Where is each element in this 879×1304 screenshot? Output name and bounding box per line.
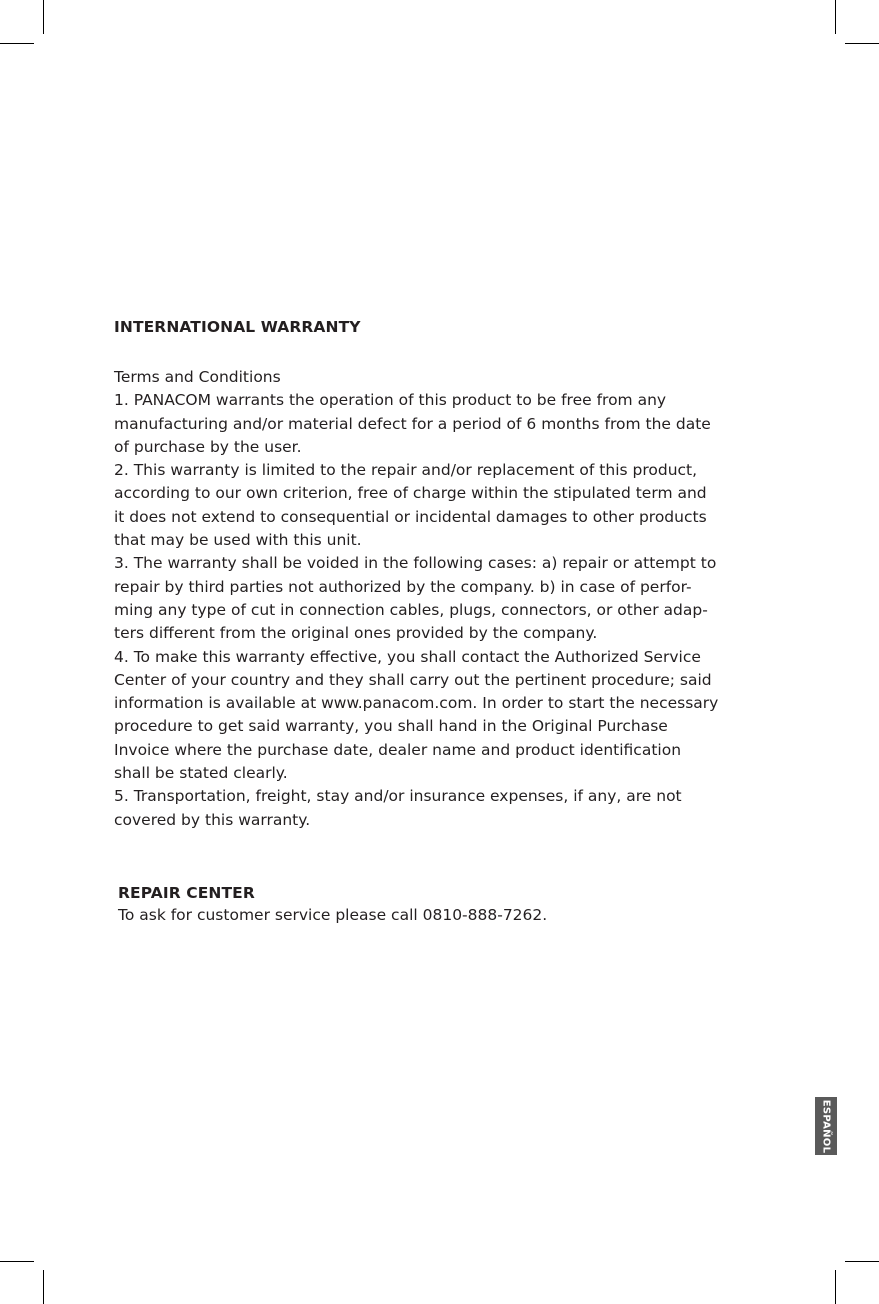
repair-center-section <box>118 882 758 927</box>
warranty-clause-5: 5. Transportation, freight, stay and/or insurance expenses, if any, are not covered by this warranty. <box>114 787 682 829</box>
crop-mark-top-right-horizontal <box>845 43 879 44</box>
crop-mark-bottom-right-vertical <box>835 1270 836 1304</box>
crop-mark-bottom-left-horizontal <box>0 1261 34 1262</box>
repair-center-title: REPAIR CENTER <box>118 884 255 902</box>
language-tab <box>815 1097 837 1155</box>
warranty-clause-2: 2. This warranty is limited to the repair and/or replacement of this product, according to our own criterion, free of charge within the stipulated term and it does not extend to consequential or incidental damages to other products that may be used with this unit. <box>114 461 707 550</box>
terms-subtitle: Terms and Conditions <box>114 368 281 386</box>
language-tab-label: ESPAÑOL <box>820 1099 832 1153</box>
crop-mark-top-left-vertical <box>43 0 44 34</box>
crop-mark-top-left-horizontal <box>0 43 34 44</box>
warranty-clause-1: 1. PANACOM warrants the operation of this product to be free from any manufacturing and/or material defect for a period of 6 months from the date of purchase by the user. <box>114 391 711 456</box>
repair-center-text: To ask for customer service please call 0810-888-7262. <box>118 906 548 924</box>
warranty-section <box>114 316 754 832</box>
warranty-title: INTERNATIONAL WARRANTY <box>114 318 361 336</box>
warranty-clause-4: 4. To make this warranty effective, you shall contact the Authorized Service Center of your country and they shall carry out the pertinent procedure; said information is available at www.panacom.com. In order to start the necessary procedure to get said warranty, you shall hand in the Original Purchase Invoice where the purchase date, dealer name and product identification shall be stated clearly. <box>114 647 719 783</box>
crop-mark-bottom-left-vertical <box>43 1270 44 1304</box>
warranty-clause-3: 3. The warranty shall be voided in the following cases: a) repair or attempt to repair by third parties not authorized by the company. b) in case of perfor- ming any type of cut in connection cables, plugs, connectors, or other adap- ters different from the original ones provided by the company. <box>114 554 717 643</box>
crop-mark-bottom-right-horizontal <box>845 1261 879 1262</box>
crop-mark-top-right-vertical <box>835 0 836 34</box>
